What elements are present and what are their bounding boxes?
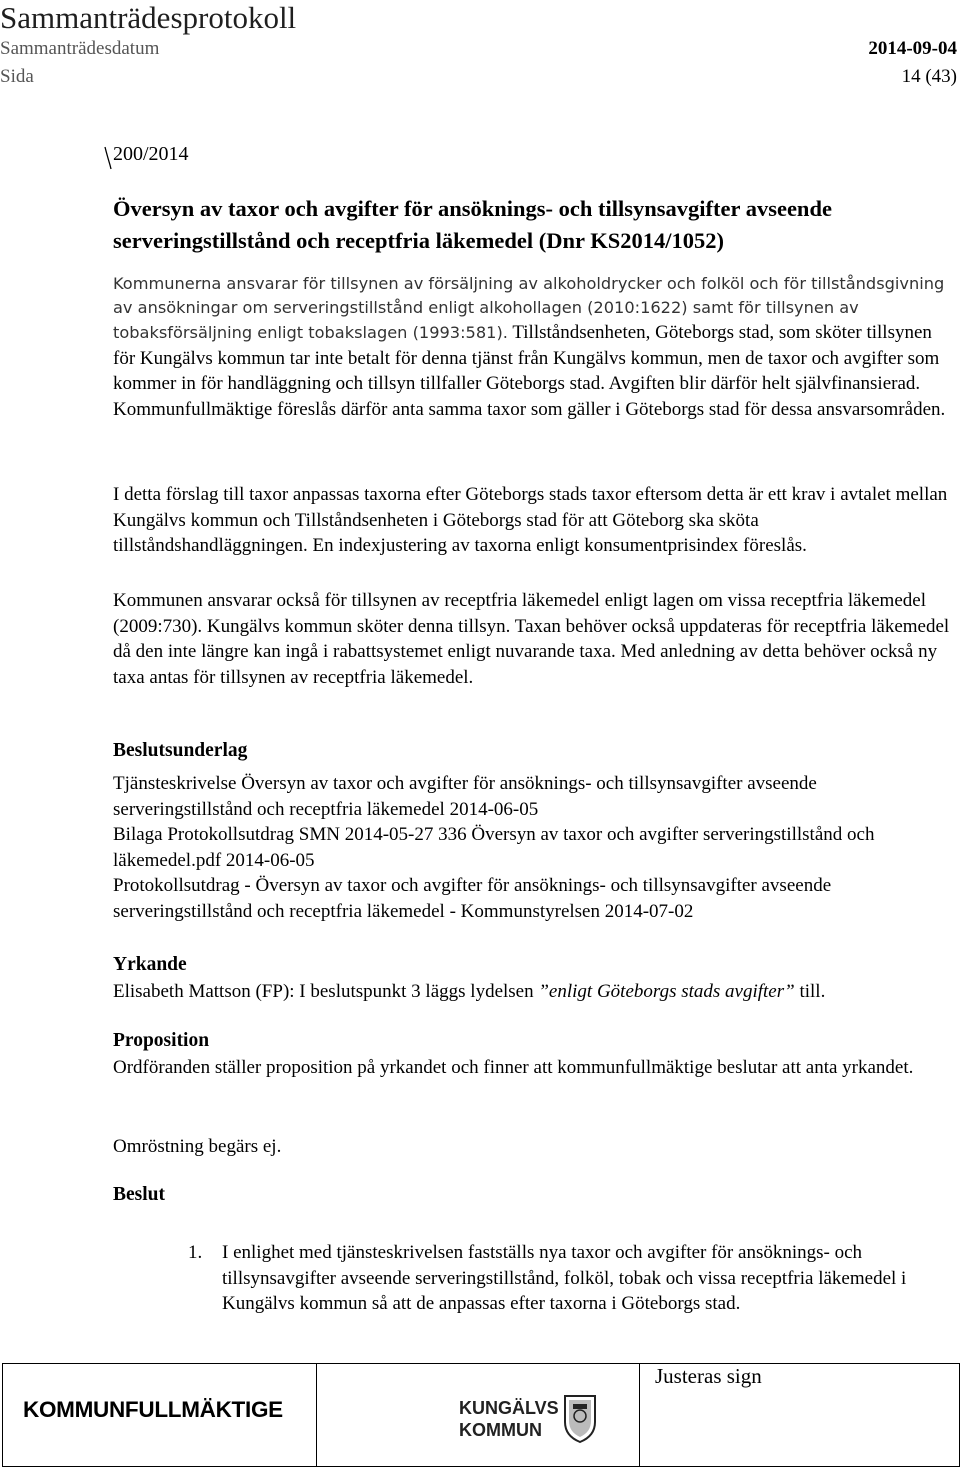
case-heading: Översyn av taxor och avgifter för ansöknings- och tillsynsavgifter avseende serveringstillstånd och receptfria läkemedel (Dnr KS2014/1052)	[113, 196, 832, 253]
intro-paragraph-serif: Tillståndsenheten, Göteborgs stad, som sköter tillsynen för Kungälvs kommun tar inte betalt för denna tjänst från Kungälvs kommun, men de taxor och avgifter som kommer in för handläggning och tillsyn tillfaller Göteborgs stad. Avgiften blir därför helt självfinansierad. Kommunfullmäktige föreslås därför anta samma taxor som gäller i Göteborgs stad för dessa ansvarsområden.	[113, 322, 946, 420]
page-label: Sida	[0, 66, 34, 87]
paragraph-pharmacy: Kommunen ansvarar också för tillsynen av receptfria läkemedel enligt lagen om vissa receptfria läkemedel (2009:730). Kungälvs kommun sköter denna tillsyn. Taxan behöver också uppdateras för receptfria läkemedel då den inte längre kan ingå i rabattsystemet enligt nuvarande taxa. Med anledning av detta behöver också ny taxa antas för tillsynen av receptfria läkemedel.	[113, 590, 950, 688]
meeting-date-value: 2014-09-04	[868, 38, 957, 59]
page-number: 14 (43)	[901, 66, 957, 87]
yrkande-heading: Yrkande	[113, 954, 187, 975]
logo-line2: KOMMUN	[459, 1420, 542, 1440]
yrkande-text-after: till.	[794, 981, 826, 1002]
meeting-date-label: Sammanträdesdatum	[0, 38, 160, 59]
beslutsunderlag-item: Protokollsutdrag - Översyn av taxor och avgifter för ansöknings- och tillsynsavgifter avseende serveringstillstånd och receptfria läkemedel - Kommunstyrelsen 2014-07-02	[113, 875, 832, 922]
document-title: Sammanträdesprotokoll	[0, 0, 297, 35]
intro-paragraph-sans: Kommunerna ansvarar för tillsynen av försäljning av alkoholdrycker och folköl och för tillståndsgivning av ansökningar om serveringstillstånd enligt alkohollagen (2010:1622) samt för tillsynen av tobaksförsäljning enligt tobakslagen (1993:581).	[113, 274, 945, 342]
beslutsunderlag-item: Bilaga Protokollsutdrag SMN 2014-05-27 336 Översyn av taxor och avgifter serveringstillstånd och läkemedel.pdf 2014-06-05	[113, 824, 875, 871]
proposition-text: Ordföranden ställer proposition på yrkandet och finner att kommunfullmäktige beslutar att anta yrkandet.	[113, 1057, 914, 1078]
coat-of-arms-icon	[565, 1396, 595, 1442]
beslutsunderlag-list	[113, 771, 958, 925]
beslut-item-text: I enlighet med tjänsteskrivelsen fastställs nya taxor och avgifter för ansöknings- och tillsynsavgifter avseende serveringstillstånd, folköl, tobak och vissa receptfria läkemedel i Kungälvs kommun så att de anpassas efter taxorna i Göteborgs stad.	[222, 1242, 907, 1315]
intro-paragraph	[113, 272, 958, 422]
yrkande-text-before: Elisabeth Mattson (FP): I beslutspunkt 3 läggs lydelsen	[113, 981, 539, 1002]
case-number-text: 200/2014	[113, 143, 189, 165]
footer-body-box	[2, 1363, 317, 1467]
case-number	[113, 143, 189, 166]
yrkande-quote: ”enligt Göteborgs stads avgifter”	[538, 981, 795, 1002]
footer-body-name: KOMMUNFULLMÄKTIGE	[23, 1397, 283, 1422]
footer-sign-box	[639, 1363, 960, 1467]
justeras-sign-label: Justeras sign	[655, 1364, 762, 1388]
section-mark-icon	[103, 143, 113, 171]
beslut-item-number: 1.	[188, 1242, 203, 1263]
beslut-heading: Beslut	[113, 1184, 166, 1205]
logo-line1: KUNGÄLVS	[459, 1398, 559, 1418]
omrostning-text: Omröstning begärs ej.	[113, 1136, 282, 1157]
proposition-heading: Proposition	[113, 1030, 210, 1051]
beslutsunderlag-item: Tjänsteskrivelse Översyn av taxor och avgifter för ansöknings- och tillsynsavgifter avseende serveringstillstånd och receptfria läkemedel 2014-06-05	[113, 773, 817, 820]
footer-logo-box	[317, 1363, 639, 1467]
beslutsunderlag-heading: Beslutsunderlag	[113, 740, 248, 761]
footer	[2, 1363, 958, 1467]
paragraph-proposal: I detta förslag till taxor anpassas taxorna efter Göteborgs stads taxor eftersom detta är ett krav i avtalet mellan Kungälvs kommun och Tillståndsenheten i Göteborgs stad för att Göteborg ska sköta tillståndshandläggningen. En indexjustering av taxorna enligt konsumentprisindex föreslås.	[113, 484, 948, 557]
kungalvs-logo	[317, 1364, 639, 1466]
yrkande-text	[113, 979, 958, 1005]
